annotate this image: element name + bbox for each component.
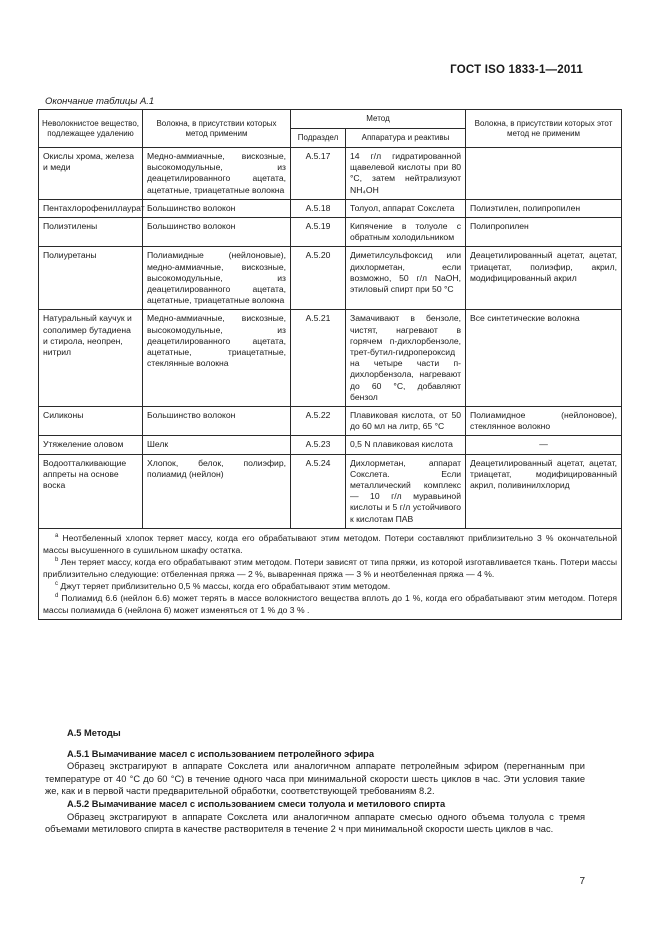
table-footnotes [39, 528, 622, 619]
cell-reagents: Замачивают в бензоле, чистят, нагревают в горячем п-дихлорбензоле, трет-бутил-гидропероксид на четыре части п-дихлорбензола, нагревают до 60 °С, добавляют бензол [346, 310, 466, 407]
section-a5-title: А.5 Методы [67, 728, 121, 738]
header-subsection: Подраздел [291, 129, 346, 148]
cell-not-applicable [466, 148, 622, 200]
cell-reagents: Плавиковая кислота, от 50 до 60 мл на литр, 65 °С [346, 407, 466, 436]
cell-reagents: Диметилсульфоксид или дихлорметан, если возможно, 50 г/л NaOH, этиловый спирт при 50 °С [346, 247, 466, 310]
section-a52-text: Образец экстрагируют в аппарате Сокслета или аналогичном аппарате смесью одного объема толуола с тремя объемами метилового спирта в качестве растворителя в течение 2 ч при минимальной скорости шесть циклов в час. [45, 811, 585, 835]
cell-subsection: А.5.20 [291, 247, 346, 310]
cell-fibers: Медно-аммиачные, вискозные, высокомодульные, из деацетилированного ацетата, ацетатные, триацетатные, стеклянные волокна [143, 310, 291, 407]
footnote [43, 556, 617, 580]
cell-reagents: 0,5 N плавиковая кислота [346, 436, 466, 454]
cell-subsection: А.5.24 [291, 454, 346, 528]
header-fibers-not-applicable: Волокна, в присутствии которых этот метод не применим [466, 110, 622, 148]
cell-reagents: Дихлорметан, аппарат Сокслета. Если металлический комплекс — 10 г/л муравьиной кислоты и 5 г/л устойчивого к кислотам ПАВ [346, 454, 466, 528]
table-row [39, 407, 622, 436]
fiber-removal-table [38, 109, 622, 620]
cell-reagents: Кипячение в толуоле с обратным холодильником [346, 218, 466, 247]
table-row [39, 247, 622, 310]
header-fibers-applicable: Волокна, в присутствии которых метод применим [143, 110, 291, 148]
methods-section [45, 727, 585, 836]
cell-not-applicable: — [466, 436, 622, 454]
cell-substance: Пентахлорофениллаурат [39, 199, 143, 217]
header-apparatus: Аппаратура и реактивы [346, 129, 466, 148]
cell-subsection: А.5.17 [291, 148, 346, 200]
cell-not-applicable: Полипропилен [466, 218, 622, 247]
cell-substance: Утяжеление оловом [39, 436, 143, 454]
page-number: 7 [579, 876, 585, 887]
footnote-mark: c [55, 581, 58, 588]
cell-not-applicable: Деацетилированный ацетат, ацетат, триацетат, модифицированный акрил, поливинилхлорид [466, 454, 622, 528]
header-substance: Неволокнистое вещество, подлежащее удалению [39, 110, 143, 148]
footnote-mark: d [55, 593, 59, 600]
cell-subsection: А.5.19 [291, 218, 346, 247]
cell-fibers: Большинство волокон [143, 218, 291, 247]
table-row [39, 218, 622, 247]
footnotes-row [39, 528, 622, 619]
cell-fibers: Шелк [143, 436, 291, 454]
footnote-text: Джут теряет приблизительно 0,5 % массы, когда его обрабатывают этим методом. [60, 580, 391, 591]
table-row [39, 310, 622, 407]
cell-fibers: Медно-аммиачные, вискозные, высокомодульные, из деацетилированного ацетата, ацетатные, триацетатные волокна [143, 148, 291, 200]
cell-substance: Полиэтилены [39, 218, 143, 247]
cell-substance: Натуральный каучук и сополимер бутадиена и стирола, неопрен, нитрил [39, 310, 143, 407]
cell-not-applicable: Полиэтилен, полипропилен [466, 199, 622, 217]
cell-reagents: Толуол, аппарат Сокслета [346, 199, 466, 217]
table-caption: Окончание таблицы А.1 [45, 96, 155, 107]
table-row [39, 148, 622, 200]
cell-reagents: 14 г/л гидратированной щавелевой кислоты при 80 °С, затем нейтрализуют NH₄OH [346, 148, 466, 200]
footnote-mark: b [55, 557, 59, 564]
cell-substance: Полиуретаны [39, 247, 143, 310]
cell-substance: Водоотталкивающие аппреты на основе воска [39, 454, 143, 528]
footnote-text: Неотбеленный хлопок теряет массу, когда его обрабатывают этим методом. Потери составляют приблизительно 3 % окончательной массы высушенного в сушильном шкафу остатка. [43, 532, 618, 555]
table-row [39, 199, 622, 217]
table-row [39, 436, 622, 454]
section-a52-title: А.5.2 Вымачивание масел с использованием смеси толуола и метилового спирта [67, 798, 446, 809]
section-a51-text: Образец экстрагируют в аппарате Сокслета или аналогичном аппарате петролейным эфиром (перегнанным при температуре от 40 °С до 60 °С) в течение одного часа при минимальной скорости шесть циклов в час. Эти условия такие же, как и в первой части предварительной обработки, соответствующей требованиям 8.2. [45, 761, 585, 797]
footnote-mark: a [55, 533, 59, 540]
document-id: ГОСТ ISO 1833-1—2011 [450, 64, 583, 76]
footnote-text: Полиамид 6.6 (нейлон 6.6) может терять в массе волокнистого вещества вплоть до 1 %, когда его обрабатывают этим методом. Потеря массы полиамида 6 (нейлона 6) может изменяться от 1 % до 3 % . [43, 592, 618, 615]
footnote [43, 532, 617, 556]
section-a51-title: А.5.1 Вымачивание масел с использованием петролейного эфира [67, 748, 375, 759]
cell-substance: Окислы хрома, железа и меди [39, 148, 143, 200]
table-row [39, 454, 622, 528]
header-method: Метод [291, 110, 466, 129]
cell-not-applicable: Полиамидное (нейлоновое), стеклянное волокно [466, 407, 622, 436]
footnote-text: Лен теряет массу, когда его обрабатывают этим методом. Потери зависят от типа пряжи, из которой изготавливается ткань. Потери массы приблизительно следующие: отбеленная пряжа — 2 %, вываренная пряжа — 3 % и неотбеленная пряжа — 4 %. [43, 556, 618, 579]
cell-fibers: Большинство волокон [143, 407, 291, 436]
cell-substance: Силиконы [39, 407, 143, 436]
cell-not-applicable: Деацетилированный ацетат, ацетат, триацетат, полиэфир, акрил, модифицированный акрил [466, 247, 622, 310]
cell-subsection: А.5.22 [291, 407, 346, 436]
cell-fibers: Полиамидные (нейлоновые), медно-аммиачные, вискозные, высокомодульные, из деацетилированного ацетата, ацетатные, триацетатные волокна [143, 247, 291, 310]
cell-subsection: А.5.23 [291, 436, 346, 454]
footnote [43, 580, 617, 592]
cell-subsection: А.5.21 [291, 310, 346, 407]
footnote [43, 592, 617, 616]
cell-not-applicable: Все синтетические волокна [466, 310, 622, 407]
cell-fibers: Хлопок, белок, полиэфир, полиамид (нейлон) [143, 454, 291, 528]
cell-subsection: А.5.18 [291, 199, 346, 217]
cell-fibers: Большинство волокон [143, 199, 291, 217]
